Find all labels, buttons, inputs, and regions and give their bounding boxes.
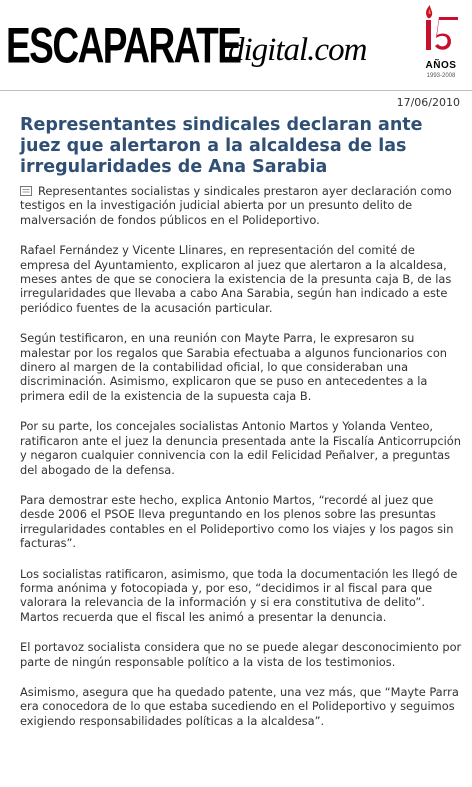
brand-logo-main[interactable]: ESCAPARATE xyxy=(6,18,241,74)
anniversary-years: 1993-2008 xyxy=(426,73,456,79)
article-paragraph: Para demostrar este hecho, explica Antonio Martos, “recordé al juez que desde 2006 el PSOE lleva preguntando en los plenos sobre las presuntas irregularidades contables en el Polideportivo como los viajes y los pagos sin facturas”. xyxy=(20,492,454,551)
article-date: 17/06/2010 xyxy=(396,96,460,109)
article-paragraph: Asimismo, asegura que ha quedado patente, una vez más, que “Mayte Parra era conocedora de lo que estaba sucediendo en el Polideportivo y seguimos exigiendo responsabilidades políticas a la alcaldesa”. xyxy=(20,684,459,728)
anniversary-flame-icon xyxy=(418,4,464,60)
article-paragraph xyxy=(20,184,462,227)
document-icon xyxy=(20,186,32,196)
anniversary-badge xyxy=(418,4,468,84)
article-paragraph: Rafael Fernández y Vicente Llinares, en representación del comité de empresa del Ayuntamiento, explicaron al juez que alertaron a la alcaldesa, meses antes de que se conociera la existencia de la presunta caja B, de las irregularidades que llevaba a cabo Ana Sarabia, según han indicado a este periódico fuentes de la acusación particular. xyxy=(20,243,452,315)
header-divider xyxy=(0,90,472,91)
masthead xyxy=(0,0,472,90)
article-paragraph: Por su parte, los concejales socialistas Antonio Martos y Yolanda Venteo, ratificaron ante el juez la denuncia presentada ante la Fiscalía Anticorrupción y negaron cualquier connivencia con la edil Felicidad Peñalver, a preguntas del abogado de la defensa. xyxy=(20,419,461,477)
article-paragraph: Según testificaron, en una reunión con Mayte Parra, le expresaron su malestar por los regalos que Sarabia efectuaba a algunos funcionarios con dinero al margen de la contabilidad oficial, lo que consideraban una discriminación. Asimismo, explicaron que se puso en antecedentes a la primera edil de la existencia de la supuesta caja B. xyxy=(20,331,448,403)
article-headline: Representantes sindicales declaran ante juez que alertaron a la alcaldesa de las irregularidades de Ana Sarabia xyxy=(20,115,423,177)
article-lead-text: Representantes socialistas y sindicales prestaron ayer declaración como testigos en la investigación judicial abierta por un presunto delito de malversación de fondos públicos en el Polideportivo. xyxy=(20,184,452,227)
brand-logo-sub[interactable]: digital.com xyxy=(228,32,367,68)
anniversary-word: AÑOS xyxy=(425,60,457,71)
article-body xyxy=(20,184,462,744)
article-paragraph: Los socialistas ratificaron, asimismo, que toda la documentación les llegó de forma anónima y fotocopiada y, por eso, “decidimos ir al fiscal para que valorara la relevancia de la información y si era constitutiva de delito”. Martos recuerda que el fiscal les animó a presentar la denuncia. xyxy=(20,566,458,624)
article-paragraph: El portavoz socialista considera que no se puede alegar desconocimiento por parte de ningún responsable político a la vista de los testimonios. xyxy=(20,640,462,669)
